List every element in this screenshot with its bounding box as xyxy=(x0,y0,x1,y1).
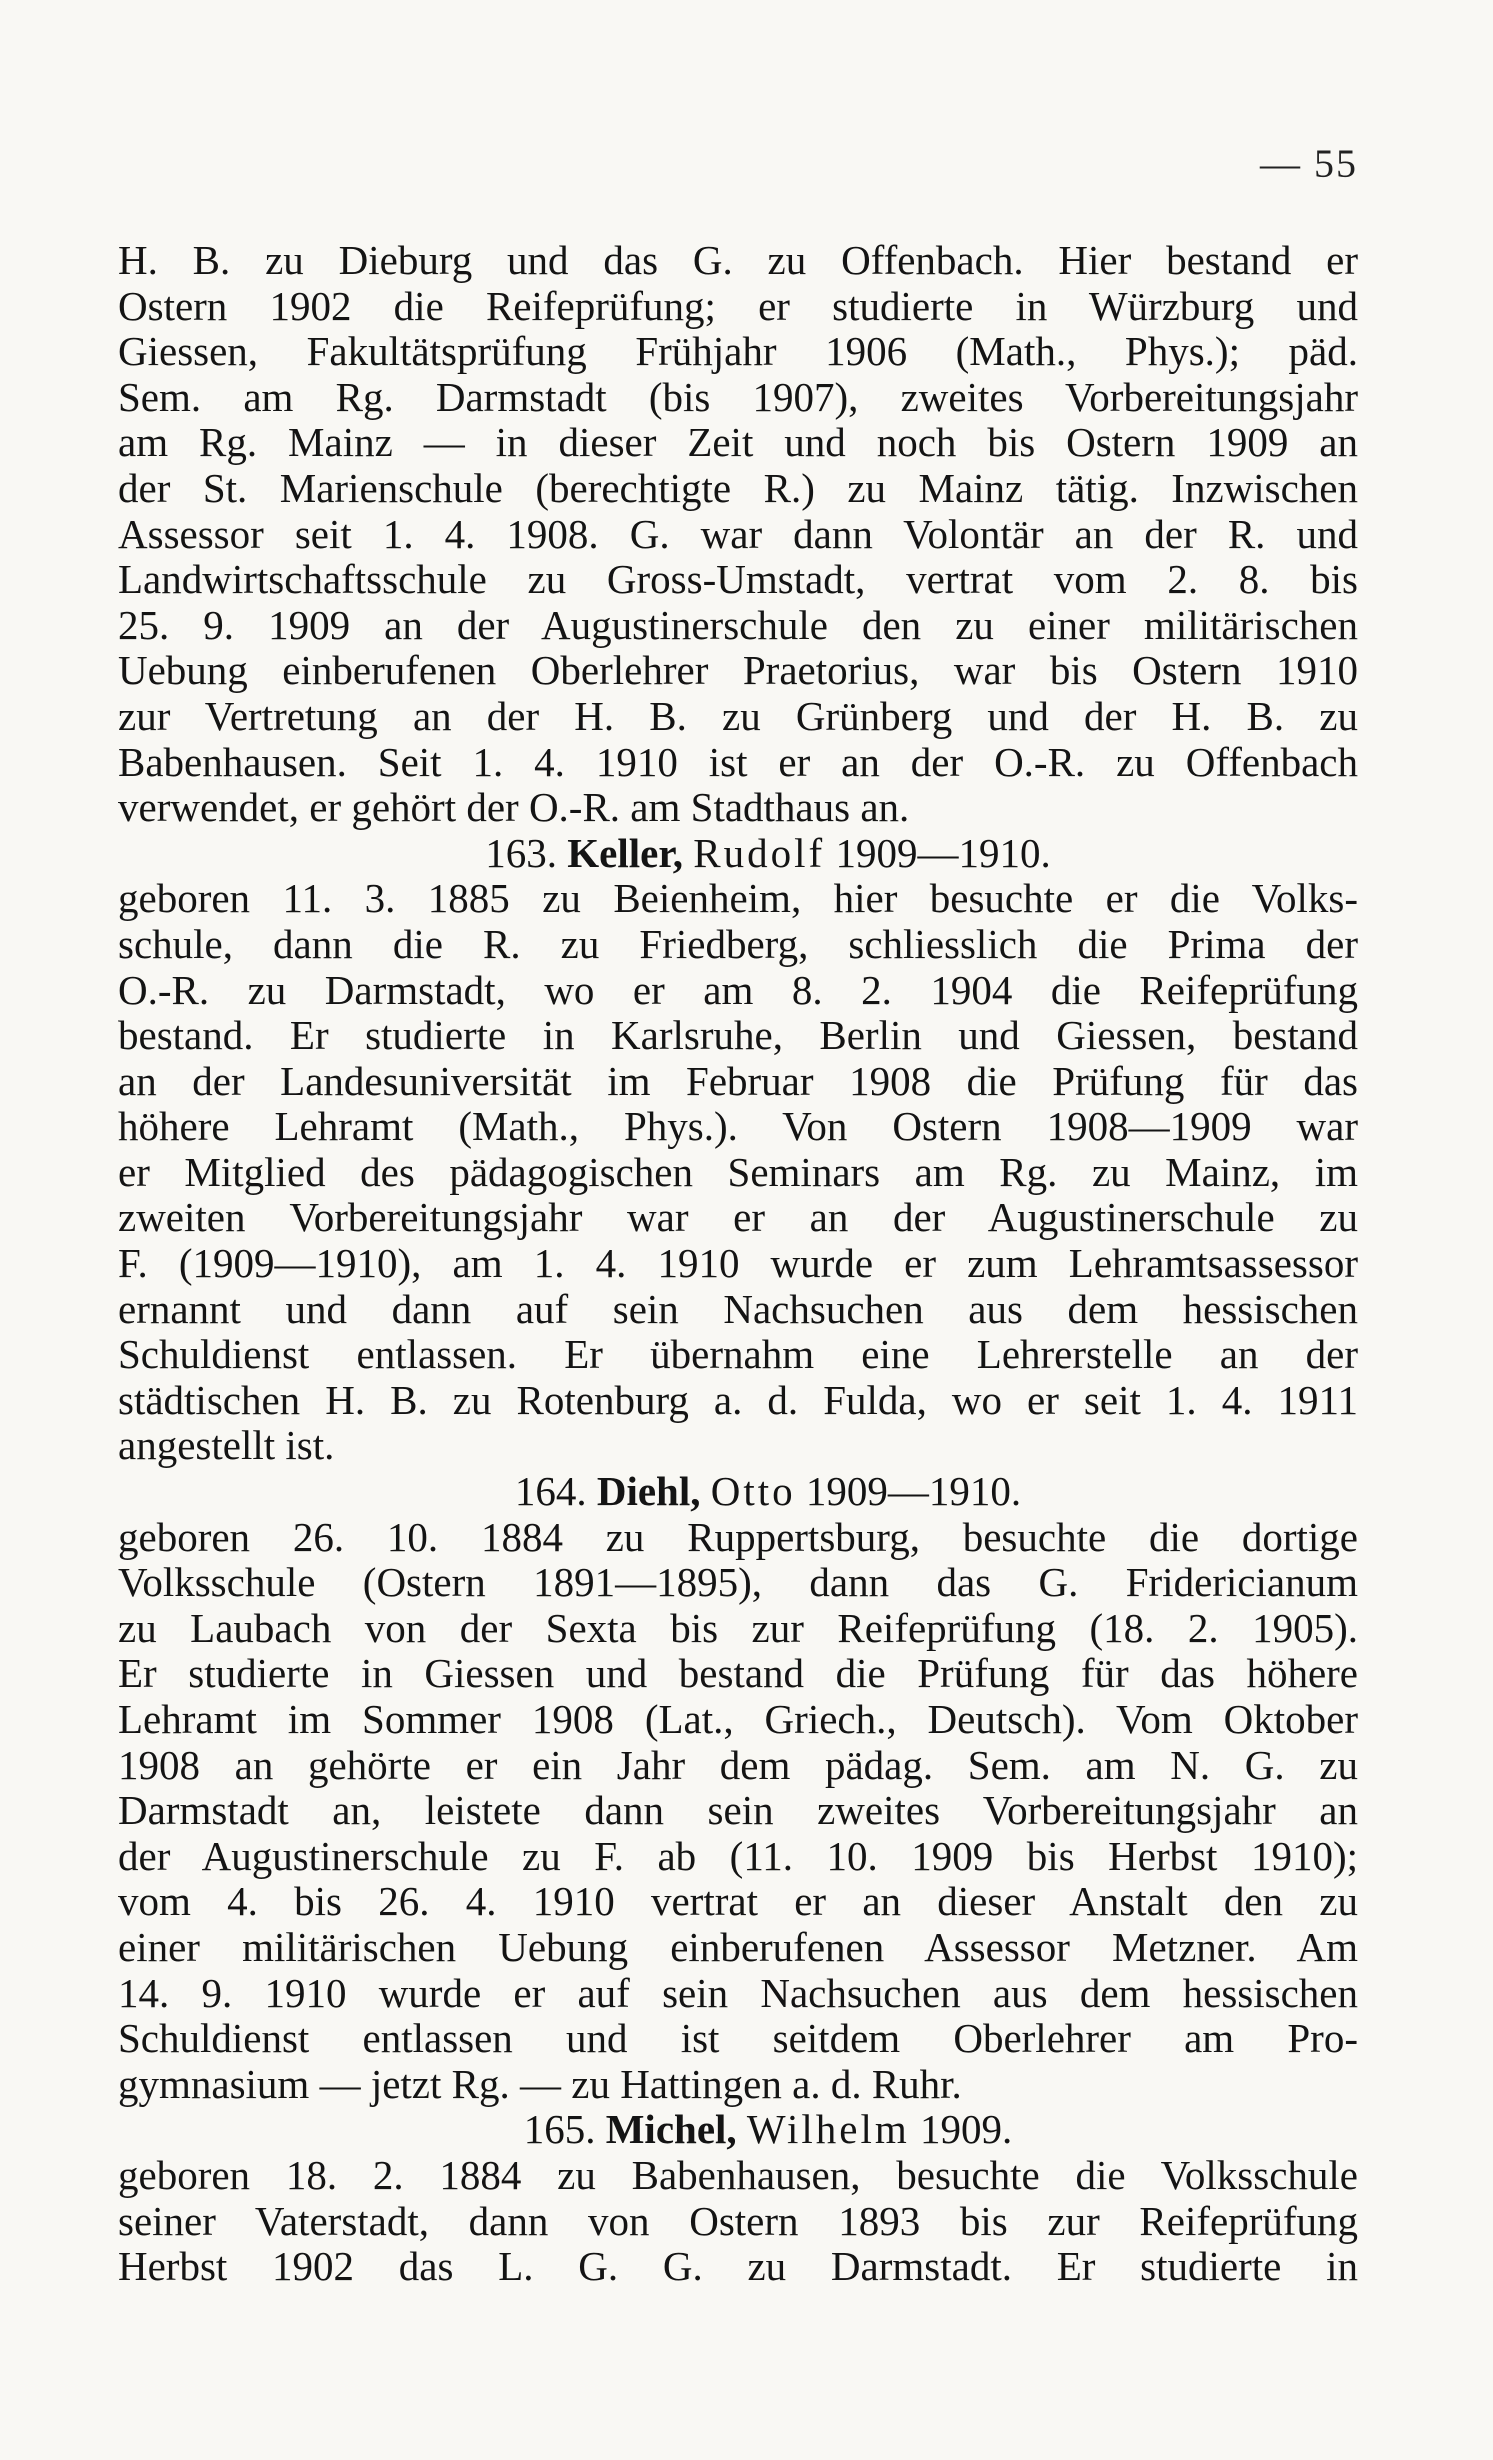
entry-years: 1909. xyxy=(920,2106,1013,2153)
text-line: Herbst 1902 das L. G. G. zu Darmstadt. Er studierte in xyxy=(118,2243,1358,2290)
text-line: der Augustinerschule zu F. ab (11. 10. 1909 bis Herbst 1910); xyxy=(118,1832,1358,1879)
text-line: schule, dann die R. zu Friedberg, schliesslich die Prima der xyxy=(118,920,1358,967)
page-number: — 55 xyxy=(1260,141,1358,186)
text-line: gymnasium — jetzt Rg. — zu Hattingen a. d. Ruhr. xyxy=(118,2060,962,2107)
entry-number: 163. xyxy=(485,829,558,876)
entry-heading-163 xyxy=(118,831,1358,877)
entry-surname: Keller, xyxy=(567,829,684,876)
text-line: er Mitglied des pädagogischen Seminars am Rg. zu Mainz, im xyxy=(118,1148,1358,1195)
text-line: 14. 9. 1910 wurde er auf sein Nachsuchen aus dem hessischen xyxy=(118,1969,1358,2016)
text-line: seiner Vaterstadt, dann von Ostern 1893 bis zur Reifeprüfung xyxy=(118,2197,1358,2244)
text-line: Assessor seit 1. 4. 1908. G. war dann Volontär an der R. und xyxy=(118,510,1358,557)
entry-given-name: Otto xyxy=(710,1468,796,1515)
text-line: Ostern 1902 die Reifeprüfung; er studierte in Würzburg und xyxy=(118,282,1358,329)
text-line: zur Vertretung an der H. B. zu Grünberg und der H. B. zu xyxy=(118,692,1358,739)
entry-surname: Michel, xyxy=(605,2106,737,2153)
text-line: zu Laubach von der Sexta bis zur Reifeprüfung (18. 2. 1905). xyxy=(118,1604,1358,1651)
text-line: Landwirtschaftsschule zu Gross-Umstadt, vertrat vom 2. 8. bis xyxy=(118,556,1358,603)
text-line: der St. Marienschule (berechtigte R.) zu Mainz tätig. Inzwischen xyxy=(118,464,1358,511)
text-line: verwendet, er gehört der O.-R. am Stadthaus an. xyxy=(118,784,910,831)
entry-heading-164 xyxy=(118,1469,1358,1515)
text-line: Volksschule (Ostern 1891—1895), dann das G. Fridericianum xyxy=(118,1559,1358,1606)
text-line: an der Landesuniversität im Februar 1908 die Prüfung für das xyxy=(118,1057,1358,1104)
text-line: bestand. Er studierte in Karlsruhe, Berlin und Giessen, bestand xyxy=(118,1012,1358,1059)
text-line: am Rg. Mainz — in dieser Zeit und noch bis Ostern 1909 an xyxy=(118,419,1358,466)
text-line: H. B. zu Dieburg und das G. zu Offenbach. Hier bestand er xyxy=(118,237,1358,283)
text-line: Sem. am Rg. Darmstadt (bis 1907), zweites Vorbereitungsjahr xyxy=(118,373,1358,420)
text-line: F. (1909—1910), am 1. 4. 1910 wurde er zum Lehramtsassessor xyxy=(118,1240,1358,1287)
text-line: O.-R. zu Darmstadt, wo er am 8. 2. 1904 die Reifeprüfung xyxy=(118,966,1358,1013)
entry-heading-165 xyxy=(118,2107,1358,2153)
entry-number: 165. xyxy=(523,2106,596,2153)
entry-given-name: Rudolf xyxy=(693,829,826,876)
text-line: geboren 26. 10. 1884 zu Ruppertsburg, besuchte die dortige xyxy=(118,1513,1358,1560)
text-line: zweiten Vorbereitungsjahr war er an der Augustinerschule zu xyxy=(118,1194,1358,1241)
text-line: Darmstadt an, leistete dann sein zweites Vorbereitungsjahr an xyxy=(118,1787,1358,1834)
entry-number: 164. xyxy=(514,1468,587,1515)
text-line: 1908 an gehörte er ein Jahr dem pädag. Sem. am N. G. zu xyxy=(118,1741,1358,1788)
text-line: Schuldienst entlassen. Er übernahm eine Lehrerstelle an der xyxy=(118,1331,1358,1378)
text-line: höhere Lehramt (Math., Phys.). Von Ostern 1908—1909 war xyxy=(118,1103,1358,1150)
entry-years: 1909—1910. xyxy=(805,1468,1022,1515)
body-text xyxy=(118,238,1358,2290)
text-line: angestellt ist. xyxy=(118,1422,335,1469)
text-line: vom 4. bis 26. 4. 1910 vertrat er an dieser Anstalt den zu xyxy=(118,1878,1358,1925)
entry-given-name: Wilhelm xyxy=(746,2106,910,2153)
text-line: Er studierte in Giessen und bestand die Prüfung für das höhere xyxy=(118,1650,1358,1697)
text-line: einer militärischen Uebung einberufenen Assessor Metzner. Am xyxy=(118,1923,1358,1970)
text-line: ernannt und dann auf sein Nachsuchen aus dem hessischen xyxy=(118,1285,1358,1332)
text-line: Lehramt im Sommer 1908 (Lat., Griech., Deutsch). Vom Oktober xyxy=(118,1696,1358,1742)
entry-years: 1909—1910. xyxy=(835,829,1051,876)
text-line: Babenhausen. Seit 1. 4. 1910 ist er an der O.-R. zu Offenbach xyxy=(118,738,1358,785)
text-line: Giessen, Fakultätsprüfung Frühjahr 1906 (Math., Phys.); päd. xyxy=(118,328,1358,375)
entry-surname: Diehl, xyxy=(596,1468,701,1515)
text-line: städtischen H. B. zu Rotenburg a. d. Fulda, wo er seit 1. 4. 1911 xyxy=(118,1376,1358,1423)
text-line: 25. 9. 1909 an der Augustinerschule den zu einer militärischen xyxy=(118,601,1358,648)
text-line: Uebung einberufenen Oberlehrer Praetorius, war bis Ostern 1910 xyxy=(118,647,1358,694)
text-line: geboren 18. 2. 1884 zu Babenhausen, besuchte die Volksschule xyxy=(118,2151,1358,2198)
text-line: geboren 11. 3. 1885 zu Beienheim, hier besuchte er die Volks- xyxy=(118,875,1358,922)
text-line: Schuldienst entlassen und ist seitdem Oberlehrer am Pro- xyxy=(118,2015,1358,2062)
